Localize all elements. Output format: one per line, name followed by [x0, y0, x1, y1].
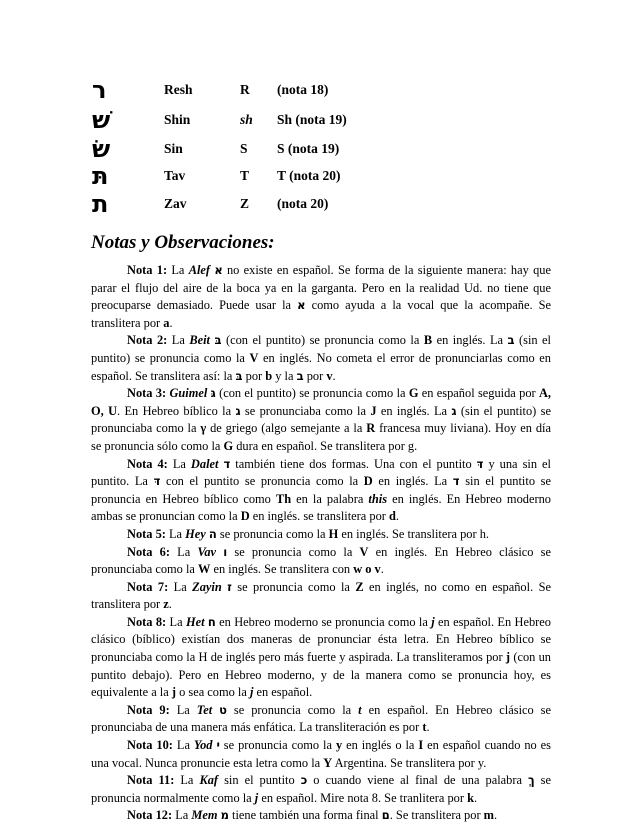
note-paragraph [91, 544, 551, 579]
note-label: Nota 5: [127, 526, 166, 541]
note-text: La Dalet ד también tiene dos formas. Una con el puntito דּ y una sin el puntito. La דּ con el puntito se pronuncia como la D en inglés. La ד sin el puntito se pronuncia en Hebreo bíblico como Th en la palabra this en inglés. En Hebreo moderno ambas se pronuncian como la D en inglés. se translitera por d. [91, 456, 551, 524]
note-paragraph [91, 456, 551, 526]
transliteration: sh [240, 112, 253, 127]
note-label: Nota 2: [127, 333, 168, 348]
notes-body [91, 262, 551, 825]
note-text: La Tet ט se pronuncia como la t en español. En Hebreo clásico se pronunciaba de una manera más enfática. La transliteración es por t. [91, 702, 552, 735]
note-text: La Zayin ז se pronuncia como la Z en inglés, no como en español. Se translitera por z. [91, 579, 551, 612]
note-paragraph [91, 579, 551, 614]
note-label: Nota 4: [127, 456, 168, 471]
note-paragraph [91, 262, 551, 332]
alphabet-row [0, 74, 638, 106]
note-text: La Beit בּ (con el puntito) se pronuncia como la B en inglés. La ב (sin el puntito) se pronuncia como la V en inglés. No cometa el error de pronunciarlas como en español. Se translitera así: la בּ por b y la ב por v. [91, 333, 552, 383]
note-paragraph [91, 614, 551, 702]
hebrew-letter: שׂ [92, 135, 111, 163]
letter-name: Sin [164, 141, 183, 156]
transliteration: S [240, 141, 248, 156]
note-text: La Kaf sin el puntito כ o cuando viene al final de una palabra ךְ se pronuncia normalmente como la j en español. Mire nota 8. Se tranlitera por k. [91, 773, 552, 805]
notes-heading: Notas y Observaciones: [91, 232, 275, 253]
letter-name: Resh [164, 82, 193, 97]
note-paragraph [91, 332, 551, 385]
transliteration: R [240, 82, 250, 97]
transliteration: Z [240, 196, 250, 211]
note-text: La Het ח en Hebreo moderno se pronuncia como la j en español. En Hebreo clásico (bíblico) existían dos maneras de pronunciar ésta letra. En Hebreo bíblico se pronunciaba como la H de inglés pero más fuerte y aspirada. La transliteramos por j (con un puntito debajo). Pero en Hebreo moderno, y de la manera como se pronuncia hoy, es equivalente a la j o sea como la j en español. [91, 614, 551, 700]
note-label: Nota 9: [127, 702, 170, 717]
alphabet-row [0, 188, 638, 220]
note-label: Nota 10: [127, 738, 173, 753]
note-paragraph [91, 385, 551, 455]
note-ref: S (nota 19) [277, 141, 340, 156]
note-label: Nota 7: [127, 579, 169, 594]
letter-name: Zav [164, 196, 187, 211]
note-paragraph [91, 702, 551, 737]
note-label: Nota 3: [127, 386, 167, 401]
note-label: Nota 8: [127, 614, 167, 629]
hebrew-letter: ר [92, 76, 107, 104]
note-label: Nota 12: [127, 808, 173, 823]
note-label: Nota 1: [127, 263, 168, 277]
note-ref: (nota 18) [277, 82, 329, 97]
note-text: La Mem מ tiene también una forma final ם. Se translitera por m. [172, 808, 498, 823]
note-ref: Sh (nota 19) [277, 112, 347, 127]
alphabet-row [0, 104, 638, 136]
note-ref: (nota 20) [277, 196, 329, 211]
note-label: Nota 11: [127, 773, 175, 788]
note-text: La Alef א no existe en español. Se forma de la siguiente manera: hay que parar el flujo del aire de la boca ya en la garganta. Pero en la realidad Ud. no tiene que preocuparse demasiado. Puede usar la א como ayuda a la vocal que la acompañe. Se translitera por a. [91, 263, 551, 330]
note-paragraph [91, 526, 551, 544]
note-paragraph [91, 772, 551, 807]
note-label: Nota 6: [127, 544, 170, 559]
hebrew-letter: ת [92, 190, 109, 218]
note-ref: T (nota 20) [277, 168, 341, 183]
hebrew-letter: שׁ [92, 106, 111, 134]
note-text: La Hey ה se pronuncia como la H en inglés. Se translitera por h. [165, 526, 489, 541]
note-paragraph [91, 737, 551, 772]
hebrew-letter: תּ [92, 162, 109, 190]
note-text: La Vav ו se pronuncia como la V en inglés. En Hebreo clásico se pronunciaba como la W en inglés. Se translitera con w o v. [91, 544, 551, 577]
note-text: Guimel גּ (con el puntito) se pronuncia como la G en español seguida por A, O, U. En Hebreo bíblico la ג se pronunciaba como la J en inglés. La ג (sin el puntito) se pronunciaba como la γ de griego (algo semejante a la R francesa muy liviana). Hoy en día se pronuncia sólo como la G dura en español. Se translitera por g. [91, 386, 551, 453]
letter-name: Shin [164, 112, 191, 127]
note-text: La Yod י se pronuncia como la y en inglés o la I en español cuando no es una vocal. Nunca pronuncie esta letra como la Y Argentina. Se translitera por y. [91, 738, 552, 770]
note-paragraph [91, 807, 551, 825]
transliteration: T [240, 168, 250, 183]
letter-name: Tav [164, 168, 186, 183]
